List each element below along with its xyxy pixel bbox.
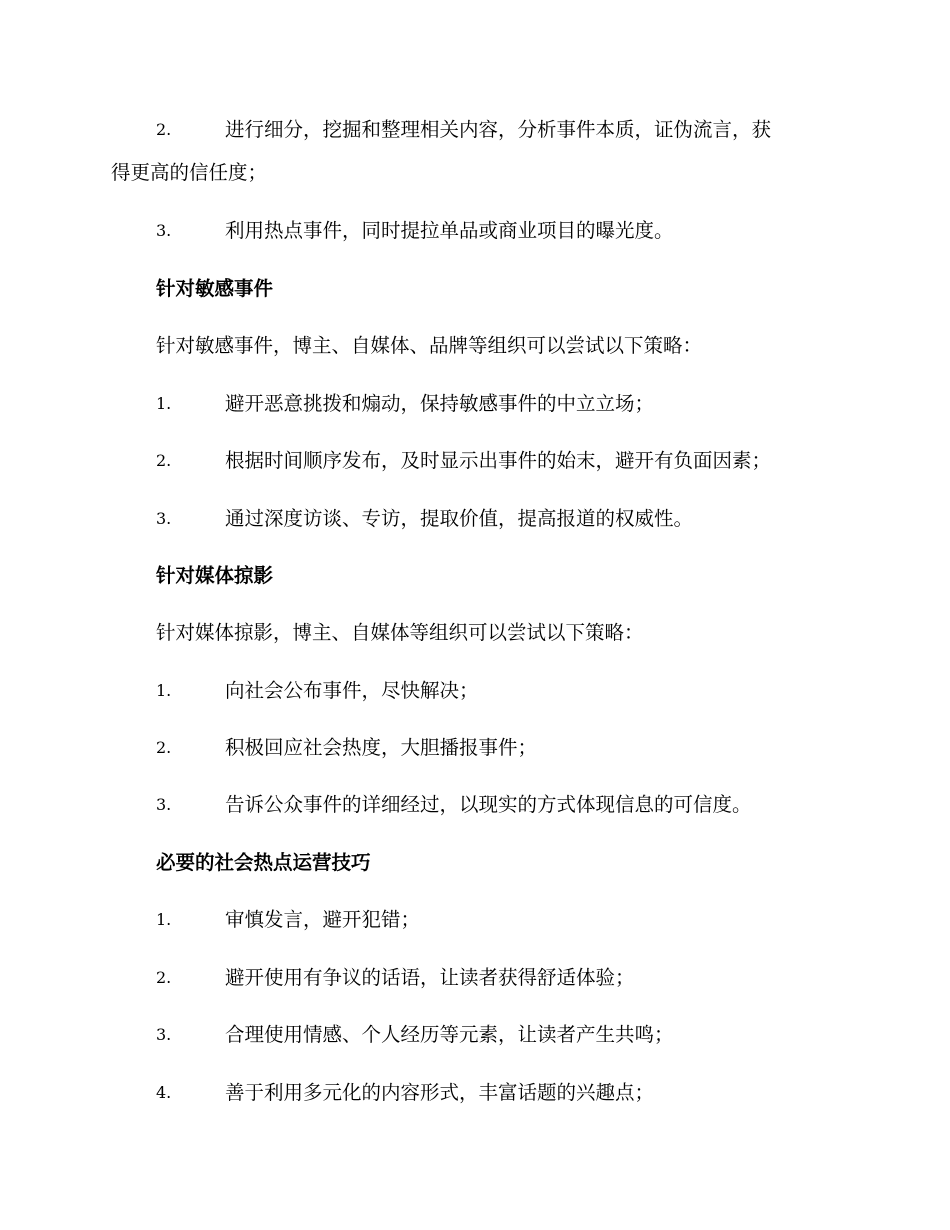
section-heading-skills: 必要的社会热点运营技巧 (156, 851, 371, 874)
list-number: 3. (156, 795, 172, 814)
list-item-text: 合理使用情感、个人经历等元素，让读者产生共鸣； (225, 1023, 674, 1046)
list-item-text: 向社会公布事件，尽快解决； (225, 679, 479, 702)
list-item-text: 通过深度访谈、专访，提取价值，提高报道的权威性。 (225, 507, 694, 530)
section-heading-sensitive: 针对敏感事件 (156, 277, 274, 300)
list-number: 1. (156, 910, 172, 929)
list-number: 3. (156, 221, 172, 240)
section-intro-sensitive: 针对敏感事件，博主、自媒体、品牌等组织可以尝试以下策略： (156, 334, 703, 357)
list-number: 2. (156, 738, 172, 757)
list-number: 3. (156, 509, 172, 528)
list-number: 2. (156, 451, 172, 470)
section-intro-media: 针对媒体掠影，博主、自媒体等组织可以尝试以下策略： (156, 621, 644, 644)
list-item-text: 进行细分，挖掘和整理相关内容，分析事件本质，证伪流言，获 (225, 118, 772, 141)
list-number: 2. (156, 968, 172, 987)
list-item-text: 善于利用多元化的内容形式，丰富话题的兴趣点； (225, 1081, 655, 1104)
list-number: 1. (156, 394, 172, 413)
list-item-text-continuation: 得更高的信任度； (111, 161, 268, 184)
list-item-text: 根据时间顺序发布，及时显示出事件的始末，避开有负面因素； (225, 449, 772, 472)
list-item-text: 避开恶意挑拨和煽动，保持敏感事件的中立立场； (225, 392, 655, 415)
list-number: 4. (156, 1083, 172, 1102)
list-item-text: 审慎发言，避开犯错； (225, 908, 421, 931)
list-item-text: 利用热点事件，同时提拉单品或商业项目的曝光度。 (225, 219, 674, 242)
list-item-text: 积极回应社会热度，大胆播报事件； (225, 736, 538, 759)
list-number: 1. (156, 681, 172, 700)
list-item-text: 告诉公众事件的详细经过，以现实的方式体现信息的可信度。 (225, 793, 752, 816)
section-heading-media: 针对媒体掠影 (156, 564, 274, 587)
list-item-text: 避开使用有争议的话语，让读者获得舒适体验； (225, 966, 635, 989)
list-number: 2. (156, 120, 172, 139)
list-number: 3. (156, 1025, 172, 1044)
